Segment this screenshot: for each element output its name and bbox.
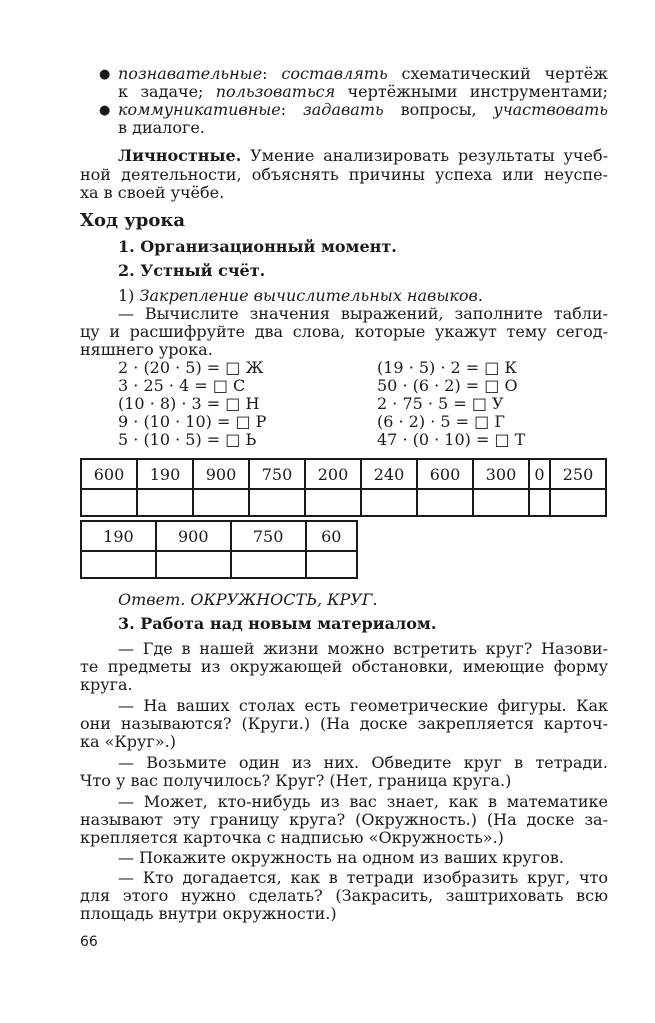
bullet-marker: ●: [99, 103, 111, 118]
table-cell: 300: [473, 459, 529, 489]
equation-left: 5 · (10 · 5) = □ Ь: [118, 430, 257, 449]
equation-left: 3 · 25 · 4 = □ С: [118, 376, 246, 395]
step-1: 1. Организационный момент.: [118, 237, 397, 256]
table-cell: 600: [417, 459, 473, 489]
table-cell: 750: [249, 459, 305, 489]
cipher-table-2: [80, 520, 358, 579]
equation-right: (19 · 5) · 2 = □ К: [377, 358, 517, 377]
step-2: 2. Устный счёт.: [118, 261, 266, 280]
empty-cell: [473, 489, 529, 516]
bullet-2-line-1: коммуникативные: задавать вопросы, участвовать: [118, 100, 608, 119]
empty-cell: [81, 489, 137, 516]
dialog-line: круга.: [80, 675, 133, 694]
equation-left: 2 · (20 · 5) = □ Ж: [118, 358, 264, 377]
equation-left: 9 · (10 · 10) = □ Р: [118, 412, 267, 431]
bullet-2-line-2: в диалоге.: [118, 118, 205, 137]
task-line-2: цу и расшифруйте два слова, которые укажут тему сегод-: [80, 322, 608, 341]
equation-right: 47 · (0 · 10) = □ Т: [377, 430, 526, 449]
task-line-3: няшнего урока.: [80, 340, 213, 359]
dialog-line: они называются? (Круги.) (На доске закрепляется карточ-: [80, 714, 608, 733]
lesson-heading: Ход урока: [80, 210, 186, 231]
dialog-line: — На ваших столах есть геометрические фигуры. Как: [118, 696, 608, 715]
table-cell: 0: [529, 459, 550, 489]
equation-left: (10 · 8) · 3 = □ Н: [118, 394, 260, 413]
empty-cell: [231, 551, 306, 578]
table-cell: 240: [361, 459, 417, 489]
personal-line-2: ной деятельности, объяснять причины успеха или неуспе-: [80, 165, 608, 184]
table-cell: 900: [193, 459, 249, 489]
empty-cell: [137, 489, 193, 516]
empty-cell: [529, 489, 550, 516]
bullet-1-line-1: познавательные: составлять схематический чертёж: [118, 64, 608, 83]
table-cell: 60: [306, 521, 357, 551]
personal-line-1: Личностные. Умение анализировать результаты учеб-: [118, 146, 608, 165]
dialog-line: площадь внутри окружности.): [80, 904, 337, 923]
empty-cell: [417, 489, 473, 516]
dialog-line: те предметы из окружающей обстановки, имеющие форму: [80, 657, 608, 676]
equation-right: (6 · 2) · 5 = □ Г: [377, 412, 505, 431]
empty-cell: [193, 489, 249, 516]
table-cell: 600: [81, 459, 137, 489]
dialog-line: — Возьмите один из них. Обведите круг в тетради.: [118, 753, 608, 772]
table-cell: 190: [81, 521, 156, 551]
empty-cell: [305, 489, 361, 516]
task-line-1: — Вычислите значения выражений, заполните табли-: [118, 304, 608, 323]
table-cell: 900: [156, 521, 231, 551]
empty-cell: [550, 489, 606, 516]
dialog-line: крепляется карточка с надписью «Окружность».): [80, 828, 504, 847]
empty-cell: [156, 551, 231, 578]
dialog-line: ка «Круг».): [80, 732, 176, 751]
table-cell: 750: [231, 521, 306, 551]
sub-step-1: 1) Закрепление вычислительных навыков.: [118, 286, 483, 305]
cipher-table-1: [80, 458, 607, 517]
step-3: 3. Работа над новым материалом.: [118, 614, 437, 633]
dialog-line: называют эту границу круга? (Окружность.) (На доске за-: [80, 810, 608, 829]
empty-cell: [249, 489, 305, 516]
dialog-line: для этого нужно сделать? (Закрасить, заштриховать всю: [80, 886, 608, 905]
answer-line: Ответ. ОКРУЖНОСТЬ, КРУГ.: [118, 590, 378, 609]
bullet-1-line-2: к задаче; пользоваться чертёжными инструментами;: [118, 82, 608, 101]
table-cell: 250: [550, 459, 606, 489]
empty-cell: [306, 551, 357, 578]
equation-right: 50 · (6 · 2) = □ О: [377, 376, 518, 395]
empty-cell: [361, 489, 417, 516]
table-cell: 190: [137, 459, 193, 489]
personal-line-3: ха в своей учёбе.: [80, 183, 225, 202]
equation-right: 2 · 75 · 5 = □ У: [377, 394, 504, 413]
dialog-line: — Может, кто-нибудь из вас знает, как в математике: [118, 792, 608, 811]
empty-cell: [81, 551, 156, 578]
bullet-marker: ●: [99, 67, 111, 82]
dialog-line: — Где в нашей жизни можно встретить круг? Назови-: [118, 639, 608, 658]
page-number: 66: [80, 934, 98, 950]
dialog-line: Что у вас получилось? Круг? (Нет, граница круга.): [80, 771, 512, 790]
dialog-line: — Кто догадается, как в тетради изобразить круг, что: [118, 868, 608, 887]
table-cell: 200: [305, 459, 361, 489]
dialog-line: — Покажите окружность на одном из ваших кругов.: [118, 848, 564, 867]
